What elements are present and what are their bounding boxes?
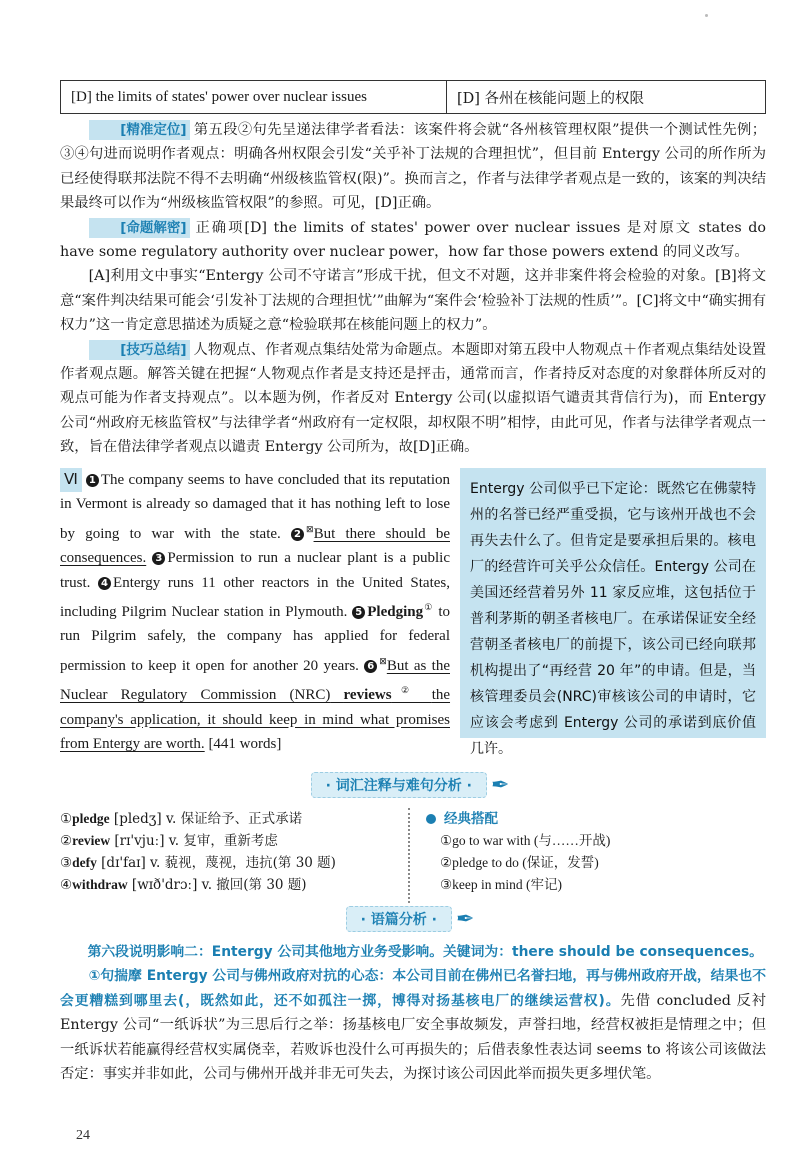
key-sentence-icon: ⊠ — [379, 655, 387, 666]
vocab-item — [60, 874, 390, 896]
discourse-analysis — [60, 940, 766, 1086]
vocab-ipa: [rɪ'vjuː] — [114, 833, 165, 849]
footnote-marker: ② — [391, 685, 419, 696]
collocation-item: ①go to war with (与……开战) — [440, 833, 611, 848]
sentence-6-post: the company's application, it should keep in mind what promises from Entergy are worth. — [60, 687, 451, 753]
vocab-word: withdraw — [72, 877, 128, 892]
sentence-number: 6 — [364, 660, 377, 673]
sentence-number: 1 — [86, 474, 99, 487]
vocab-def: v. 撤回(第 30 题) — [201, 877, 307, 893]
sentence-3: Permission to run a nuclear plant is a public trust. — [60, 550, 451, 591]
vocab-section-title: · 词汇注释与难句分析 · — [311, 772, 487, 798]
key-sentence-icon: ⊠ — [306, 523, 314, 534]
vocab-pledging: Pledging — [367, 604, 424, 621]
point-lead: ①句揣摩 Entergy 公司与佛州政府对抗的心态：本公司目前在佛州已名誉扫地，再与佛州政府开战，结果也不会更糟糕到哪里去(，既然如此，还不如孤注一掷，博得对扬基核电厂的继续运营权)。 — [60, 968, 766, 1009]
vocab-reviews: reviews — [343, 687, 392, 704]
option-table — [60, 80, 766, 114]
footnote-marker: ① — [423, 602, 434, 613]
decode-text: 正确项[D] the limits of states' power over nuclear issues 是对原文 states do have some regulatory authority over nuclear power，how far those powers extend 的同义改写。 — [60, 219, 766, 261]
vocab-item — [60, 830, 390, 852]
vocab-def: v. 复审，重新考虑 — [168, 833, 278, 849]
vocab-word: defy — [72, 855, 97, 870]
sentence-2: But there should be consequences. — [60, 525, 450, 567]
collocation-list — [426, 808, 756, 896]
locate-text: 第五段②句先呈递法律学者看法：该案件将会就“各州核管理权限”提供一个测试性先例；③④句进而说明作者观点：明确各州权限会引发“关乎补丁法规的合理担忧”，但目前 Entergy 公司的所作所为已经使得联邦法院不得不去明确“州级核监管权(限)”。换而言之，作者与法律学者观点是一致的，该案的判决结果最终可以作为“州级核监管权限”的参照。可见，[D]正确。 — [60, 122, 766, 212]
vocab-ipa: [pledʒ] — [113, 811, 162, 827]
discourse-section-banner — [330, 906, 490, 932]
translation-box: Entergy 公司似乎已下定论：既然它在佛蒙特州的名誉已经严重受损，它与该州开战也不会再失去什么了。但肯定是要承担后果的。核电厂的经营许可关乎公众信任。Entergy 公司在美国还经营着另外 11 家反应堆，这包括位于普利茅斯的朝圣者核电厂。在承诺保证安全经营朝圣者核电厂的前提下，该公司已经向联邦机构提出了“再经营 20 年”的申请。但是，当核管理委员会(NRC)审核该公司的申请时，它应该会考虑到 Entergy 公司的承诺到底价值几许。 — [460, 468, 766, 738]
locate-tag: [精准定位] — [89, 120, 190, 140]
vocab-item — [60, 808, 390, 830]
tips-text: 人物观点、作者观点集结处常为命题点。本题即对第五段中人物观点＋作者观点集结处设置作者观点题。解答关键在把握“人物观点作者是支持还是抨击，通常而言，作者持反对态度的对象群体所反对的观点可能为作者支持观点”。以本题为例，作者反对 Entergy 公司(以虚拟语气谴责其背信行为)，而 Entergy 公司“州政府无核监管权”与法律学者“州政府有一定权限，却权限不明”相悖，由此可见，作者与法律学者观点一致，旨在借法律学者观点以谴责 Entergy 公司所为，故[D]正确。 — [60, 341, 766, 456]
point-rest: 先借 concluded 反衬 Entergy 公司“一纸诉状”为三思后行之举：扬基核电厂安全事故频发，声誉扫地，经营权被拒是情理之中；但一纸诉状若能赢得经营权实属侥幸，若败诉也没什么可再损失的；后借表象性表达词 seems to 将该公司该做法否定：事实并非如此，公司与佛州开战并非无可失去，为探讨该公司因此举而损失更多埋伏笔。 — [60, 992, 766, 1083]
page-number: 24 — [76, 1128, 90, 1143]
quill-icon: ✒ — [455, 906, 475, 932]
scan-dot — [705, 14, 708, 17]
vocab-ipa: [dɪ'faɪ] — [101, 855, 146, 871]
paragraph-label: Ⅵ — [60, 468, 82, 492]
vocab-index: ④ — [60, 877, 73, 893]
sentence-5: to run Pilgrim safely, the company has applied for federal permission to keep it open for another 20 years. — [60, 604, 450, 674]
sentence-4: Entergy runs 11 other reactors in the United States, including Pilgrim Nuclear station in Plymouth. — [60, 574, 450, 621]
vocab-def: v. 藐视，蔑视，违抗(第 30 题) — [150, 855, 336, 871]
sentence-number: 5 — [352, 606, 365, 619]
collocation-item: ③keep in mind (牢记) — [440, 877, 562, 892]
vocab-item — [60, 852, 390, 874]
option-d-chinese: [D] 各州在核能问题上的权限 — [457, 90, 645, 107]
bullet-icon — [426, 814, 436, 824]
collocation-title: 经典搭配 — [444, 811, 498, 827]
vocab-list — [60, 808, 390, 896]
explanation-block — [60, 118, 766, 460]
column-divider — [408, 808, 420, 903]
vocab-def: v. 保证给予、正式承诺 — [165, 811, 303, 827]
vocab-section-banner — [300, 772, 520, 798]
vocab-word: review — [72, 833, 111, 848]
sentence-number: 2 — [291, 528, 304, 541]
sentence-1: The company seems to have concluded that its reputation in Vermont is already so damaged that it has nothing left to lose by going to war with the state. — [60, 472, 450, 542]
paragraph-summary: 第六段说明影响二：Entergy 公司其他地方业务受影响。关键词为：there should be consequences。 — [87, 944, 763, 960]
discourse-section-title: · 语篇分析 · — [346, 906, 452, 932]
vocab-ipa: [wɪð'drɔː] — [131, 877, 198, 893]
collocation-heading — [426, 808, 756, 830]
quill-icon: ✒ — [490, 772, 510, 798]
vocab-index: ② — [60, 833, 73, 849]
sentence-number: 3 — [152, 552, 165, 565]
option-d-english: [D] the limits of states' power over nuclear issues — [61, 81, 447, 113]
tips-tag: [技巧总结] — [89, 340, 190, 360]
sentence-number: 4 — [98, 577, 111, 590]
english-passage — [60, 468, 450, 756]
decode-tag: [命题解密] — [89, 218, 190, 238]
vocab-index: ① — [60, 811, 73, 827]
vocab-word: pledge — [72, 811, 110, 826]
sentence-6-pre: But as the Nuclear Regulatory Commission (NRC) — [60, 657, 450, 704]
distractor-analysis: [A]利用文中事实“Entergy 公司不守诺言”形成干扰，但文不对题，这并非案件将会检验的对象。[B]将文意“案件判决结果可能会‘引发补丁法规的合理担忧’”曲解为“案件会‘检验补丁法规的性质’”。[C]将文中“确实拥有权力”这一肯定意思描述为质疑之意“检验联邦在核能问题上的权力”。 — [60, 268, 766, 334]
vocab-index: ③ — [60, 855, 73, 871]
word-count: [441 words] — [208, 736, 282, 753]
collocation-item: ②pledge to do (保证，发誓) — [440, 855, 599, 870]
